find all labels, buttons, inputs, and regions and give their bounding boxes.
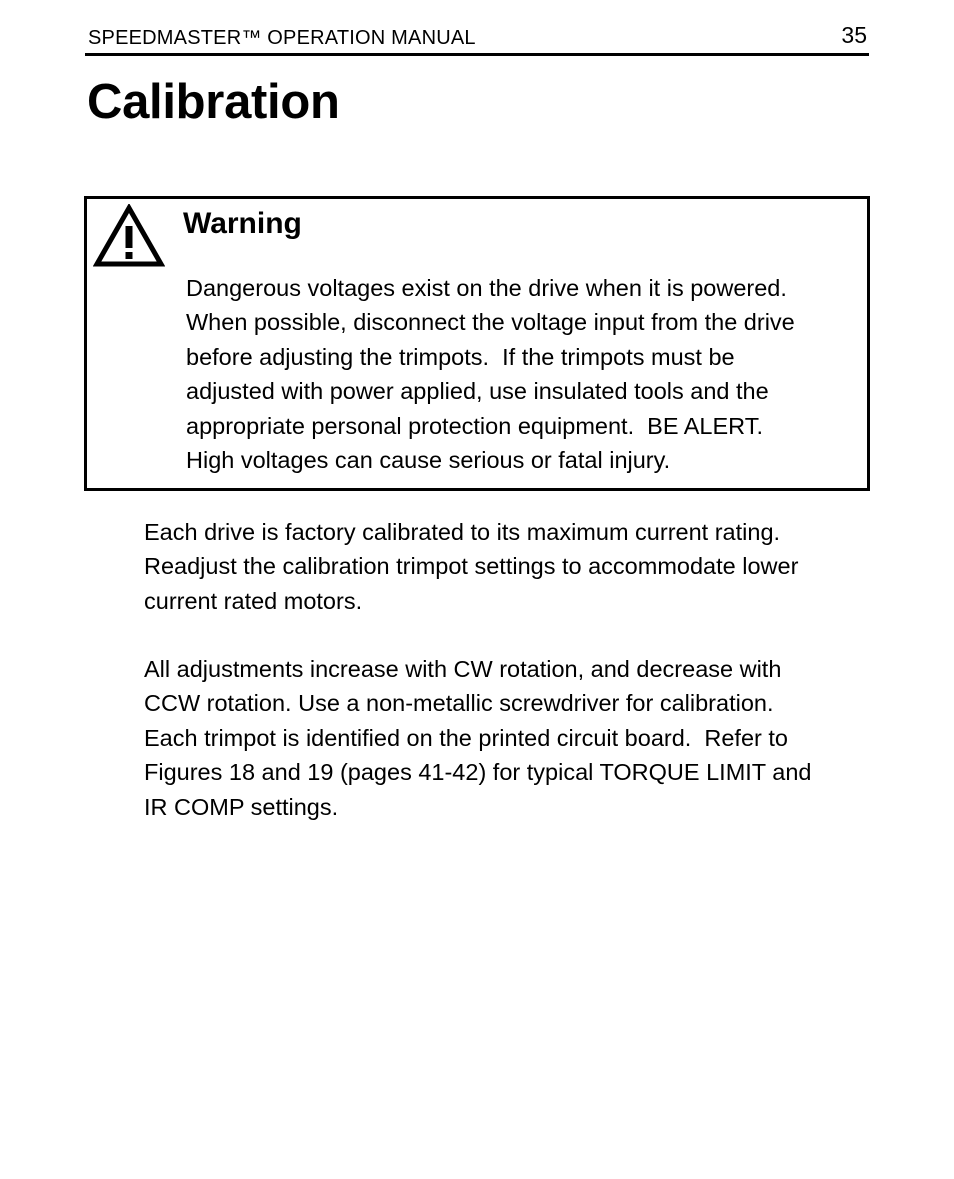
paragraph-line: Each trimpot is identified on the printed circuit board. Refer to [144,724,788,751]
paragraph-line: IR COMP settings. [144,793,339,820]
page-title: Calibration [87,75,340,129]
page-number: 35 [841,22,867,48]
warning-triangle-icon [93,204,165,268]
warning-line: When possible, disconnect the voltage input from the drive [186,309,795,336]
paragraph-line: All adjustments increase with CW rotation, and decrease with [144,656,782,682]
adjustment-instructions-paragraph [144,652,864,824]
page-header [85,24,869,56]
warning-line: adjusted with power applied, use insulated tools and the [186,378,769,405]
paragraph-line: Each drive is factory calibrated to its maximum current rating. [144,519,781,545]
paragraph-line: current rated motors. [144,587,363,614]
warning-heading: Warning [183,207,302,240]
warning-line: before adjusting the trimpots. If the trimpots must be [186,343,735,370]
warning-line: appropriate personal protection equipment. BE ALERT. [186,412,763,439]
warning-line: High voltages can cause serious or fatal injury. [186,447,671,474]
warning-text [186,271,858,477]
calibration-intro-paragraph [144,515,864,618]
warning-box [84,196,870,491]
paragraph-line: Figures 18 and 19 (pages 41-42) for typical TORQUE LIMIT and [144,759,812,786]
paragraph-line: CCW rotation. Use a non-metallic screwdriver for calibration. [144,690,774,717]
manual-title: SPEEDMASTER™ OPERATION MANUAL [88,27,476,49]
paragraph-line: Readjust the calibration trimpot settings to accommodate lower [144,553,799,580]
warning-line: Dangerous voltages exist on the drive when it is powered. [186,275,787,301]
